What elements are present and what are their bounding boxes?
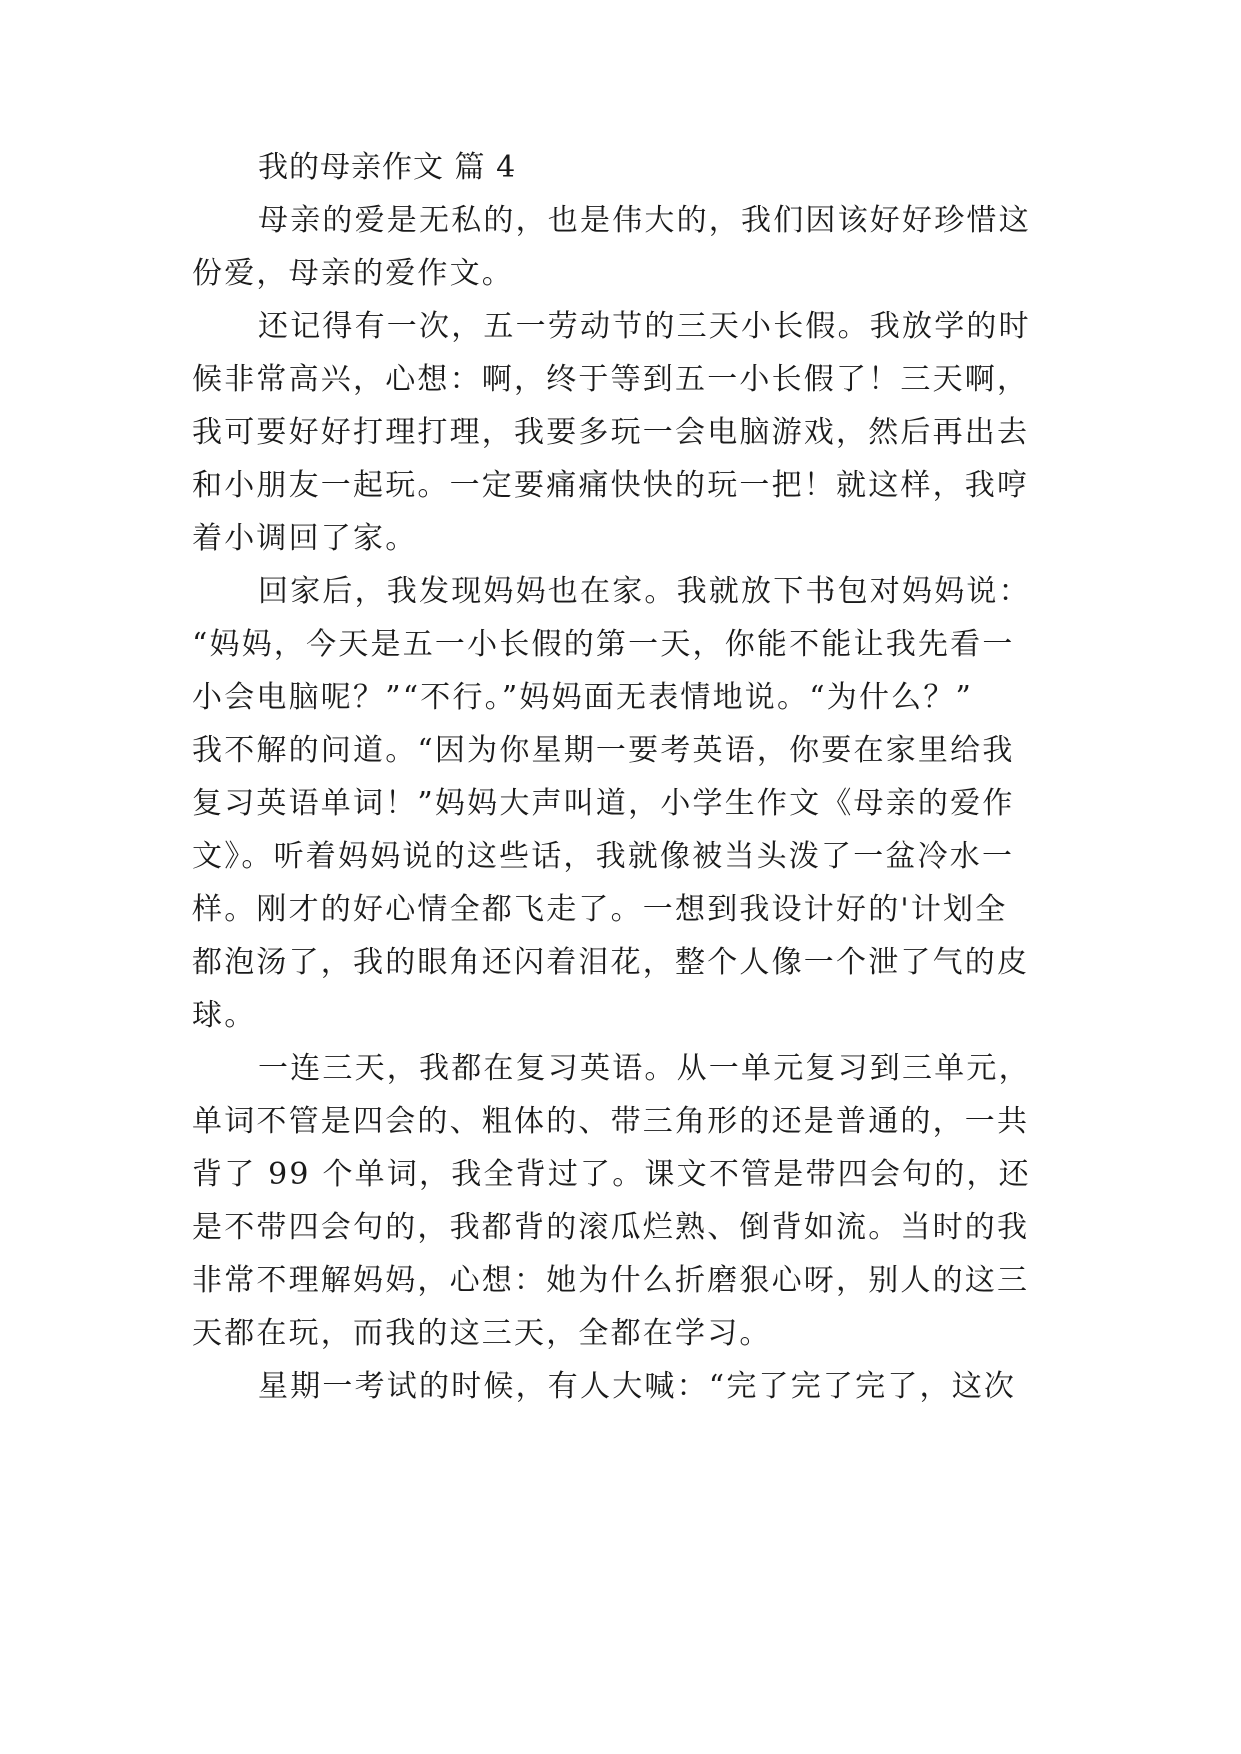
paragraph-line: 着小调回了家。: [192, 521, 418, 556]
paragraph-line: 背了 99 个单词，我全背过了。课文不管是带四会句的，还: [192, 1157, 1031, 1192]
document-title: 我的母亲作文 篇 4: [258, 150, 517, 185]
paragraph-line: 我可要好好打理打理，我要多玩一会电脑游戏，然后再出去: [192, 415, 1030, 450]
paragraph-line: 是不带四会句的，我都背的滚瓜烂熟、倒背如流。当时的我: [192, 1210, 1030, 1245]
paragraph-line: 球。: [192, 998, 257, 1033]
paragraph-line: 天都在玩，而我的这三天，全都在学习。: [192, 1316, 772, 1351]
paragraph-line: 还记得有一次，五一劳动节的三天小长假。我放学的时: [258, 309, 1031, 344]
paragraph-line: 星期一考试的时候，有人大喊：“完了完了完了，这次: [258, 1369, 1017, 1404]
paragraph-line: 非常不理解妈妈，心想：她为什么折磨狠心呀，别人的这三: [192, 1263, 1030, 1298]
paragraph-line: 单词不管是四会的、粗体的、带三角形的还是普通的，一共: [192, 1104, 1030, 1139]
paragraph-line: 候非常高兴，心想：啊，终于等到五一小长假了！三天啊，: [192, 362, 1030, 397]
paragraph-line: 母亲的爱是无私的，也是伟大的，我们因该好好珍惜这: [258, 203, 1031, 238]
paragraph-line: 一连三天，我都在复习英语。从一单元复习到三单元，: [258, 1051, 1031, 1086]
paragraph-line: 复习英语单词！”妈妈大声叫道，小学生作文《母亲的爱作: [192, 786, 1015, 821]
paragraph-line: 回家后，我发现妈妈也在家。我就放下书包对妈妈说：: [258, 574, 1031, 609]
paragraph-line: 都泡汤了，我的眼角还闪着泪花，整个人像一个泄了气的皮: [192, 945, 1030, 980]
paragraph-line: 文》。听着妈妈说的这些话，我就像被当头泼了一盆冷水一: [192, 839, 1015, 874]
paragraph-line: 份爱，母亲的爱作文。: [192, 256, 514, 291]
paragraph-line: 小会电脑呢？”“不行。”妈妈面无表情地说。“为什么？”: [192, 680, 974, 715]
paragraph-line: 我不解的问道。“因为你星期一要考英语，你要在家里给我: [192, 733, 1015, 768]
paragraph-line: 样。刚才的好心情全都飞走了。一想到我设计好的'计划全: [192, 892, 1008, 927]
paragraph-line: “妈妈，今天是五一小长假的第一天，你能不能让我先看一: [192, 627, 1015, 662]
paragraph-line: 和小朋友一起玩。一定要痛痛快快的玩一把！就这样，我哼: [192, 468, 1030, 503]
